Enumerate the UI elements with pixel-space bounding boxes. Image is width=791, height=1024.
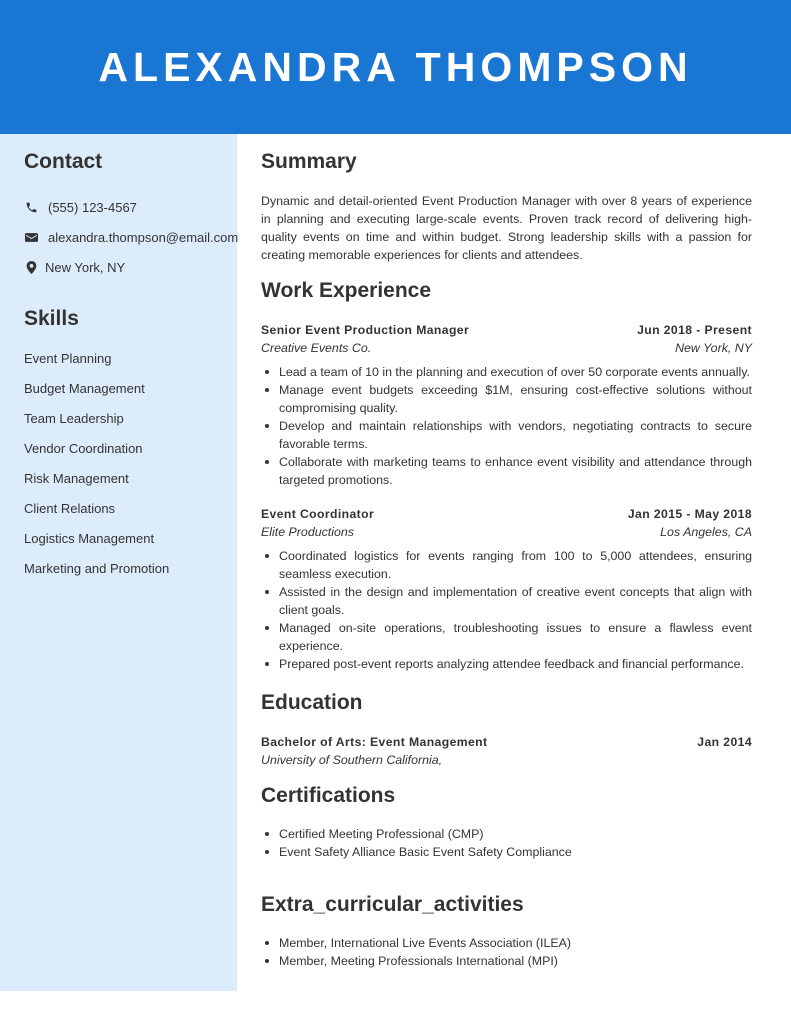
- education-date: Jan 2014: [697, 735, 752, 749]
- activities-title: Extra_curricular_activities: [261, 893, 524, 916]
- skill-item: Budget Management: [24, 381, 145, 396]
- job-dates: Jan 2015 - May 2018: [627, 507, 752, 521]
- contact-title: Contact: [24, 150, 103, 173]
- contact-email: [24, 228, 238, 246]
- job-location: Los Angeles, CA: [660, 525, 752, 539]
- skill-item: Team Leadership: [24, 411, 124, 426]
- map-pin-icon: [24, 260, 38, 274]
- job-subheader: [261, 525, 752, 539]
- contact-email-text[interactable]: alexandra.thompson@email.com: [48, 229, 239, 245]
- activities-list: [261, 934, 752, 970]
- list-item: Certified Meeting Professional (CMP): [279, 825, 752, 843]
- list-item: Coordinated logistics for events ranging from 100 to 5,000 attendees, ensuring seamless execution.: [279, 549, 752, 581]
- list-item: Develop and maintain relationships with vendors, negotiating contracts to secure favorable terms.: [279, 419, 752, 451]
- job-bullets: [261, 363, 752, 489]
- job-role: Event Coordinator: [261, 507, 375, 521]
- skill-item: Marketing and Promotion: [24, 561, 170, 576]
- summary-text: Dynamic and detail-oriented Event Production Manager with over 8 years of experience in planning and executing large-scale events. Proven track record of delivering high-quality events on time and within budget. Strong leadership skills with a passion for creating memorable experiences for clients and attendees.: [261, 194, 752, 262]
- job-location: New York, NY: [675, 341, 752, 355]
- education-header: [261, 735, 752, 749]
- contact-location-text: New York, NY: [45, 259, 126, 275]
- sidebar: [0, 134, 237, 991]
- skills-title: Skills: [24, 307, 79, 330]
- list-item: Member, Meeting Professionals International (MPI): [279, 952, 752, 970]
- degree: Bachelor of Arts: Event Management: [261, 735, 488, 749]
- list-item: Managed on-site operations, troubleshooting issues to ensure a flawless event experience.: [279, 621, 752, 653]
- school: University of Southern California,: [261, 753, 443, 767]
- certifications-list: [261, 825, 752, 861]
- contact-phone-text: (555) 123-4567: [48, 199, 137, 215]
- contact-phone: [24, 198, 137, 216]
- candidate-name: ALEXANDRA THOMPSON: [98, 43, 693, 90]
- skill-item: Client Relations: [24, 501, 116, 516]
- list-item: Collaborate with marketing teams to enhance event visibility and attendance through targeted promotions.: [279, 455, 752, 487]
- skill-item: Vendor Coordination: [24, 441, 143, 456]
- list-item: Event Safety Alliance Basic Event Safety Compliance: [279, 843, 752, 861]
- skill-item: Event Planning: [24, 351, 112, 366]
- skill-item: Logistics Management: [24, 531, 155, 546]
- education-title: Education: [261, 691, 363, 714]
- education-subheader: [261, 753, 752, 767]
- list-item: Lead a team of 10 in the planning and execution of over 50 corporate events annually.: [279, 363, 752, 381]
- phone-icon: [24, 200, 38, 214]
- certifications-title: Certifications: [261, 784, 396, 807]
- job-subheader: [261, 341, 752, 355]
- work-experience-title: Work Experience: [261, 279, 432, 302]
- skill-item: Risk Management: [24, 471, 129, 486]
- job-dates: Jun 2018 - Present: [637, 323, 752, 337]
- job-bullets: [261, 547, 752, 673]
- list-item: Member, International Live Events Association (ILEA): [279, 934, 752, 952]
- list-item: Prepared post-event reports analyzing attendee feedback and financial performance.: [279, 655, 752, 673]
- envelope-icon: [24, 230, 38, 244]
- job-role: Senior Event Production Manager: [261, 323, 470, 337]
- list-item: Manage event budgets exceeding $1M, ensuring cost-effective solutions without compromising quality.: [279, 383, 752, 415]
- contact-location: [24, 258, 125, 276]
- list-item: Assisted in the design and implementation of creative event concepts that align with client goals.: [279, 585, 752, 617]
- job-header: [261, 323, 752, 337]
- job-company: Creative Events Co.: [261, 341, 372, 355]
- job-header: [261, 507, 752, 521]
- job-company: Elite Productions: [261, 525, 354, 539]
- summary-title: Summary: [261, 150, 357, 173]
- resume-header: [0, 0, 791, 134]
